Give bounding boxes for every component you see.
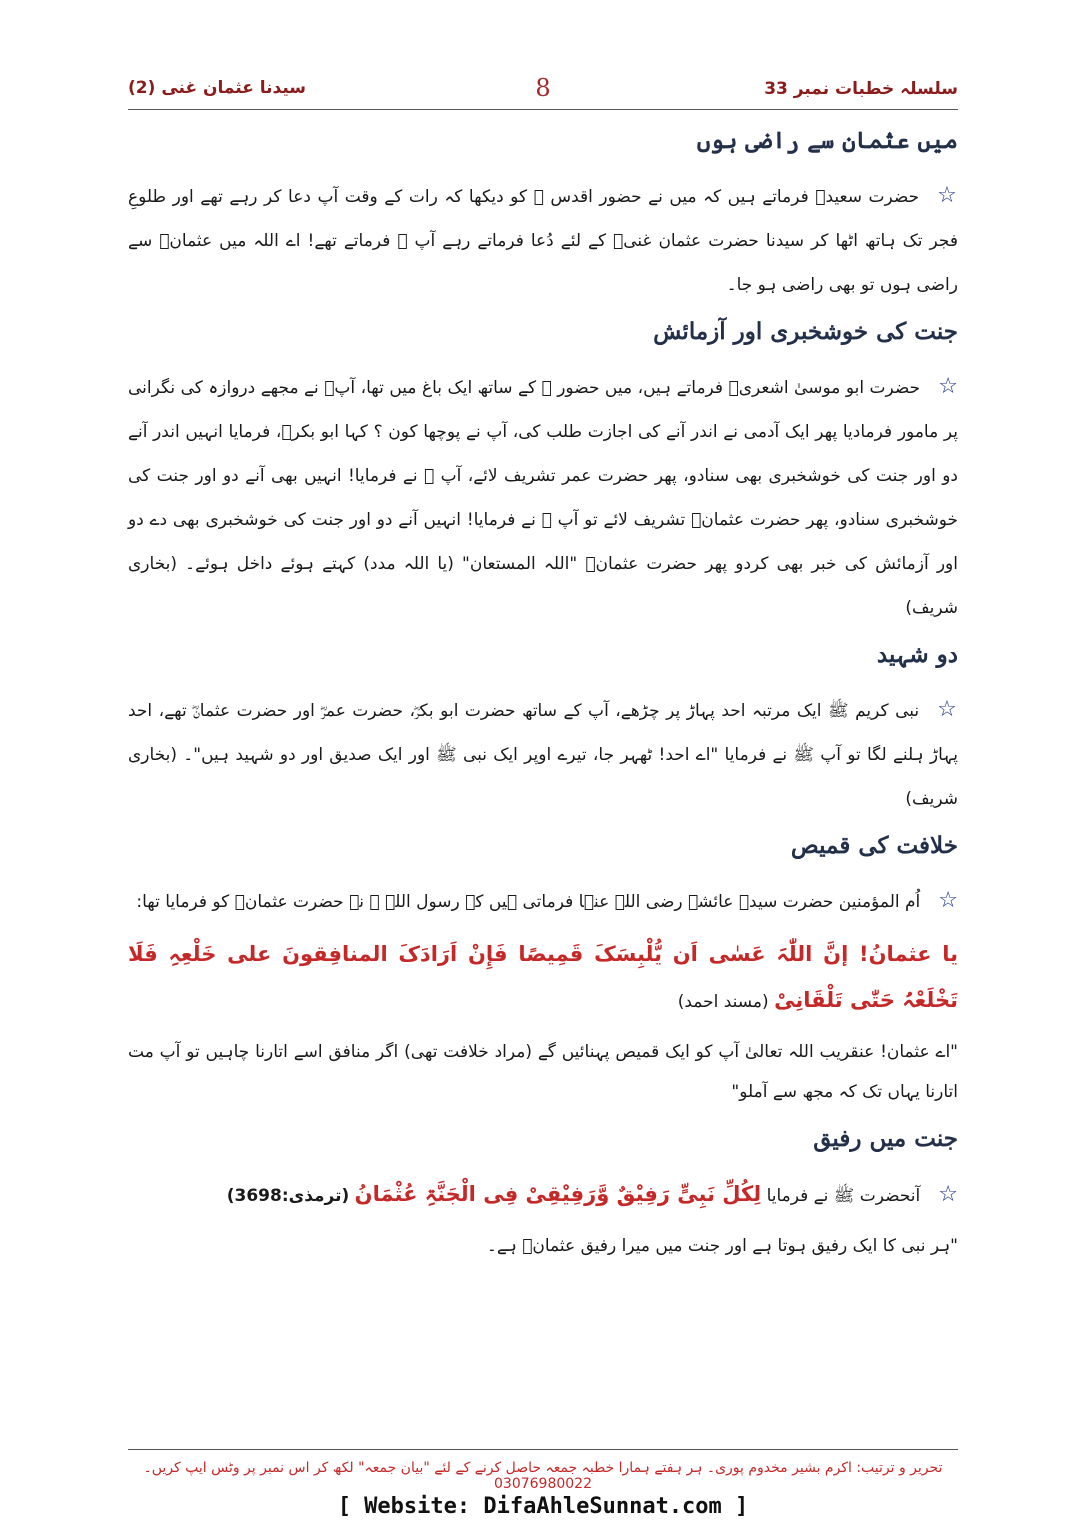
header-divider [128,109,958,110]
star-icon: ☆ [937,183,958,208]
star-icon: ☆ [938,1182,958,1207]
section-paragraph: ☆آنحضرت ﷺ نے فرمایا لِکُلِّ نَبِیٍّ رَفِیْقٌ وَّرَفِیْقِیْ فِی الْجَنَّۃِ عُثْمَانُ (ترمذی:3698) [226,1182,958,1207]
star-icon: ☆ [938,374,958,399]
footer-note: تحریر و ترتیب: اکرم بشیر مخدوم پوری۔ ہر ہفتے ہمارا خطبہ جمعہ حاصل کرنے کے لئے "بیان جمعہ" لکھ کر اس نمبر پر وٹس ایپ کریں۔ 03076980022 [143,1460,943,1492]
arabic-quote [128,932,958,1024]
section-heading: خلافت کی قمیص [790,832,958,859]
section-heading: جنت کی خوشخبری اور آزمائش [653,318,958,345]
section-paragraph: ☆اُم المؤمنین حضرت سیدہ عائشہ رضی اللہ عنہا فرماتی ہیں کہ رسول اللہ ﷺ نے حضرت عثمانؓ کو فرمایا تھا: [136,888,958,913]
section-paragraph: ☆حضرت سعیدؓ فرماتے ہیں کہ میں نے حضور اقدس ﷺ کو دیکھا کہ رات کے وقت آپ دعا کر رہے تھے اور طلوعِ فجر تک ہاتھ اٹھا کر سیدنا حضرت عثمان غنیؓ کے لئے دُعا فرماتے رہے آپ ﷺ فرماتے تھے! اے اللہ میں عثمانؓ سے راضی ہوں تو بھی راضی ہو جا۔ [128,183,958,295]
arabic-text: یا عثمانُ! إنَّ اللّٰہَ عَسٰی اَن یُّلْبِسَکَ قَمِیصًا فَإِنْ اَرَادَکَ المنافِقونَ علی خَلْعِہِ فَلَا تَخْلَعْہُ حَتّٰی تَلْقَانِیْ [128,942,958,1012]
page-number: 8 [535,74,551,102]
star-icon: ☆ [937,697,958,722]
translation: "اے عثمان! عنقریب اللہ تعالیٰ آپ کو ایک قمیص پہنائیں گے (مراد خلافت تھی) اگر منافق اسے اتارنا چاہیں تو آپ مت اتارنا یہاں تک کہ مجھ سے آملو" [128,1042,958,1102]
page-body [128,118,958,1276]
section-paragraph: ☆نبی کریم ﷺ ایک مرتبہ احد پہاڑ پر چڑھے، آپ کے ساتھ حضرت ابو بکرؓ، حضرت عمرؓ اور حضرت عثمانؓ تھے، احد پہاڑ ہلنے لگا تو آپ ﷺ نے فرمایا "اے احد! ٹھہر جا، تیرے اوپر ایک نبی ﷺ اور ایک صدیق اور دو شہید ہیں"۔ (بخاری شریف) [128,697,958,809]
header-topic: سیدنا عثمان غنی (2) [128,78,306,98]
star-icon: ☆ [938,888,958,913]
section-heading: جنت میں رفیق [813,1125,958,1152]
footer-divider [128,1449,958,1450]
reference: (مسند احمد) [677,992,769,1012]
section-heading: میں عثمان سے راضی ہوں [696,127,958,154]
website-link[interactable]: [ Website: DifaAhleSunnat.com ] [337,1494,749,1519]
page-header [128,74,958,108]
reference: (ترمذی:3698) [226,1186,350,1206]
section-paragraph: ☆حضرت ابو موسیٰ اشعریؓ فرماتے ہیں، میں حضور ﷺ کے ساتھ ایک باغ میں تھا، آپؐ نے مجھے دروازہ کی نگرانی پر مامور فرمادیا پھر ایک آدمی نے اندر آنے کی اجازت طلب کی، آپ نے پوچھا کون ؟ کہا ابو بکرؓ، فرمایا انہیں اندر آنے دو اور جنت کی خوشخبری بھی سنادو، پھر حضرت عمر تشریف لائے، آپ ﷺ نے فرمایا! انہیں بھی آنے دو اور جنت کی خوشخبری سنادو، پھر حضرت عثمانؓ تشریف لائے تو آپ ﷺ نے فرمایا! انہیں آنے دو اور جنت کی خوشخبری بھی دے دو اور آزمائش کی خبر بھی کردو پھر حضرت عثمانؓ "اللہ المستعان" (یا اللہ مدد) کہتے ہوئے داخل ہوئے۔ (بخاری شریف) [128,374,958,618]
translation: "ہر نبی کا ایک رفیق ہوتا ہے اور جنت میں میرا رفیق عثمانؓ ہے۔ [486,1236,958,1256]
header-series: سلسلہ خطبات نمبر 33 [764,79,958,99]
section-heading: دو شہید [876,641,958,668]
arabic-text: لِکُلِّ نَبِیٍّ رَفِیْقٌ وَّرَفِیْقِیْ فِی الْجَنَّۃِ عُثْمَانُ [354,1182,762,1206]
